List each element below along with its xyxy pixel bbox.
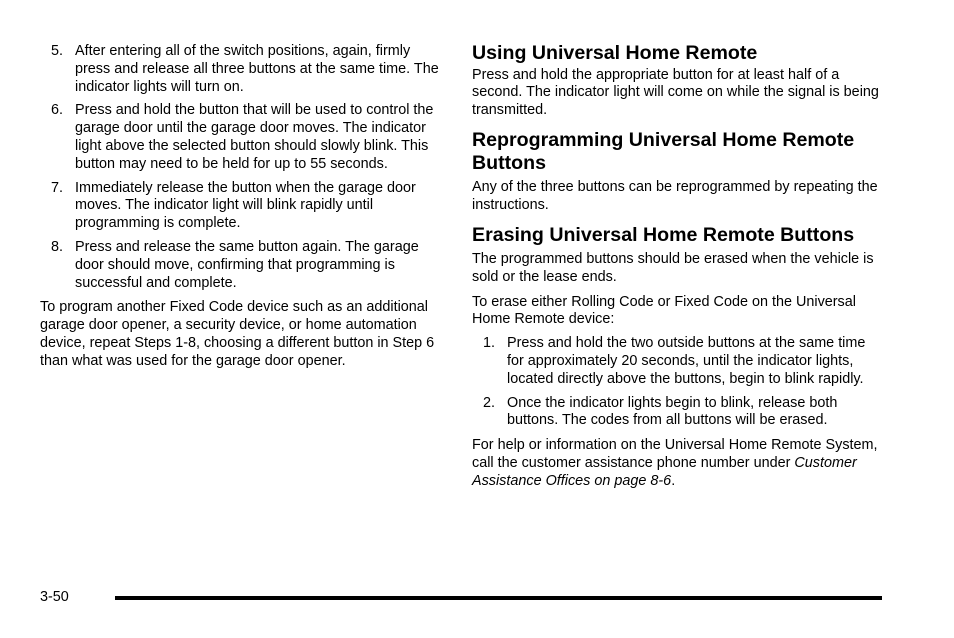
using-remote-body: Press and hold the appropriate button for at least half of a second. The indicator light will come on while the signal is being transmitted. [472, 66, 879, 119]
reprogramming-body: Any of the three buttons can be reprogrammed by repeating the instructions. [472, 178, 878, 213]
reprogramming-heading: Reprogramming Universal Home Remote Buttons [472, 128, 855, 175]
using-remote-heading: Using Universal Home Remote [472, 42, 758, 64]
help-paragraph [472, 437, 882, 490]
left-column [40, 0, 444, 371]
customer-assistance-reference[interactable]: Customer Assistance Offices on page 8-6 [472, 454, 857, 489]
step-number: 1. [483, 335, 496, 352]
footer-rule [115, 596, 882, 600]
step-number: 8. [51, 238, 64, 255]
step-6 [40, 102, 444, 173]
step-text: Press and hold the two outside buttons at the same time for approximately 20 seconds, until the indicator lights, located directly above the buttons, begin to blink rapidly. [507, 335, 866, 387]
fixed-code-steps-list [40, 43, 444, 292]
step-text: Once the indicator lights begin to blink, release both buttons. The codes from all buttons will be erased. [507, 394, 838, 429]
page-number: 3-50 [40, 589, 69, 605]
step-number: 5. [51, 43, 64, 59]
step-text: Press and hold the button that will be used to control the garage door until the garage door moves. The indicator light above the selected button should slowly blink. This button may need to be held for up to 55 seconds. [75, 102, 434, 172]
erase-steps-list [472, 335, 882, 430]
erase-step-2 [472, 395, 882, 431]
erase-step-1 [472, 335, 882, 388]
erasing-heading: Erasing Universal Home Remote Buttons [472, 224, 855, 247]
step-5 [40, 43, 444, 96]
step-number: 6. [51, 102, 64, 119]
step-8 [40, 239, 444, 292]
step-number: 7. [51, 179, 64, 196]
erasing-body-1: The programmed buttons should be erased when the vehicle is sold or the lease ends. [472, 250, 874, 285]
step-text: Immediately release the button when the garage door moves. The indicator light will blink rapidly until programming is complete. [75, 179, 416, 232]
step-text: Press and release the same button again. The garage door should move, confirming that programming is successful and complete. [75, 238, 419, 291]
step-text: After entering all of the switch positions, again, firmly press and release all three buttons at the same time. The indicator lights will turn on. [75, 43, 439, 95]
help-text: For help or information on the Universal Home Remote System, call the customer assistance phone number under [472, 437, 878, 471]
right-column [472, 0, 882, 491]
erasing-body-2: To erase either Rolling Code or Fixed Code on the Universal Home Remote device: [472, 293, 856, 328]
step-7 [40, 180, 444, 233]
step-number: 2. [483, 394, 496, 411]
help-end: . [671, 472, 676, 489]
program-another-device-paragraph: To program another Fixed Code device such as an additional garage door opener, a security device, or home automation device, repeat Steps 1-8, choosing a different button in Step 6 than what was used for the garage door opener. [40, 299, 435, 369]
